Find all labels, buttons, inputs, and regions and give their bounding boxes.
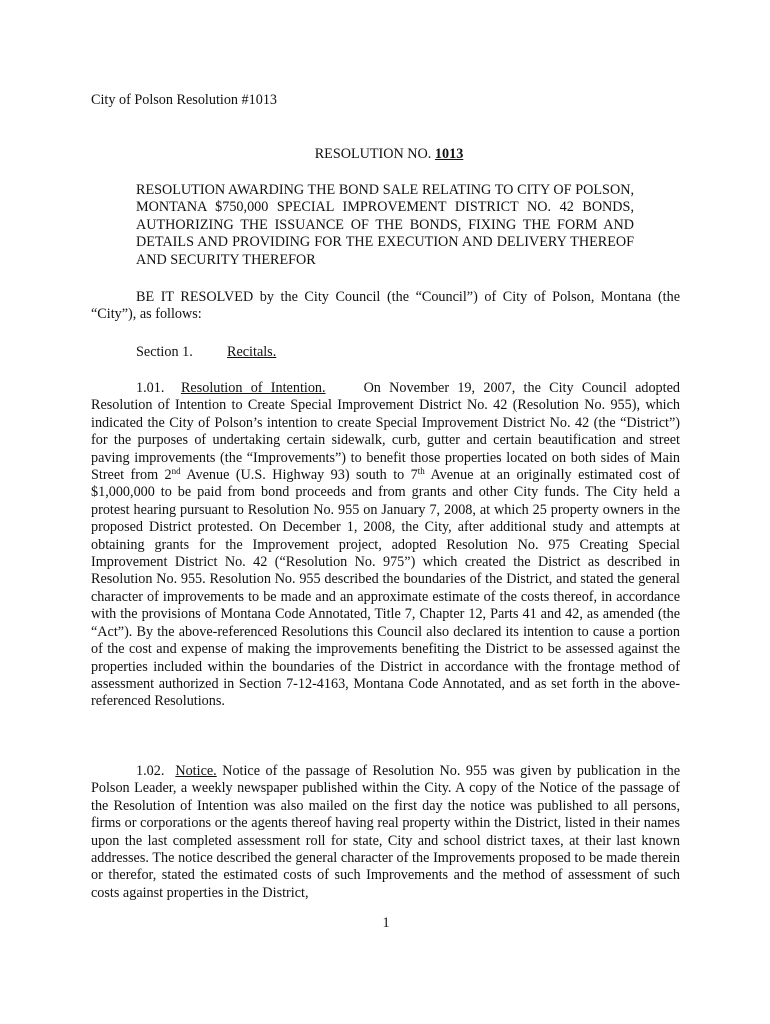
paragraph-1-01-text-a: On November 19, 2007, the City Council adopted Resolution of Intention to Create Special Improvement District No. 42 (Resolution No. 955), which indicated the City of Polson’s intention to create Special Improvement District No. 42 (the “District”) for the purposes of undertaking certain sidewalk, curb, gutter and certain beautification and street paving improvements (the “Improvements”) to benefit those properties located on both sides of Main Street from 2 <box>91 380 680 484</box>
paragraph-1-02-heading: Notice. <box>175 763 217 779</box>
paragraph-1-01-number: 1.01. <box>136 380 165 396</box>
paragraph-1-02 <box>91 763 680 902</box>
paragraph-1-01 <box>91 380 680 711</box>
paragraph-1-02-text: Notice of the passage of Resolution No. 955 was given by publication in the Polson Leader, a weekly newspaper published within the City. A copy of the Notice of the passage of the Resolution of Intention was also mailed on the first day the notice was published to all persons, firms or corporations or the agents thereof having real property within the District, listed in their names upon the last completed assessment roll for state, City and school district taxes, at their last known addresses. The notice described the general character of the Improvements proposed to be made therein or therefor, stated the estimated costs of such Improvements and the method of assessment of such costs against properties in the District, <box>91 763 680 901</box>
section-title: Recitals. <box>227 344 277 360</box>
resolution-title: RESOLUTION AWARDING THE BOND SALE RELATING TO CITY OF POLSON, MONTANA $750,000 SPECIAL IMPROVEMENT DISTRICT NO. 42 BONDS, AUTHORIZING THE ISSUANCE OF THE BONDS, FIXING THE FORM AND DETAILS AND PROVIDING FOR THE EXECUTION AND DELIVERY THEREOF AND SECURITY THEREFOR <box>136 182 634 268</box>
document-header: City of Polson Resolution #1013 <box>91 92 278 108</box>
paragraph-1-02-number: 1.02. <box>136 763 165 779</box>
intro-paragraph: BE IT RESOLVED by the City Council (the “Council”) of City of Polson, Montana (the “City”), as follows: <box>91 289 680 323</box>
page-number: 1 <box>382 915 390 931</box>
paragraph-1-01-text-c: Avenue at an originally estimated cost of $1,000,000 to be paid from bond proceeds and from grants and other City funds. The City held a protest hearing pursuant to Resolution No. 955 on January 7, 2008, at which 25 property owners in the proposed District protested. On December 1, 2008, the City, after additional study and attempts at obtaining grants for the Improvement project, adopted Resolution No. 975 Creating Special Improvement District No. 42 (“Resolution No. 975”) which created the District as described in Resolution No. 955. Resolution No. 955 described the boundaries of the District, and stated the general character of improvements to be made and an approximate estimate of the costs thereof, in accordance with the provisions of Montana Code Annotated, Title 7, Chapter 12, Parts 41 and 42, as amended (the “Act”). By the above-referenced Resolutions this Council also declared its intention to cause a portion of the cost and expense of making the improvements benefiting the District to be assessed against the properties included within the boundaries of the District in accordance with the frontage method of assessment authorized in Section 7-12-4163, Montana Code Annotated, and as set forth in the above-referenced Resolutions. <box>91 467 680 710</box>
resolution-heading <box>0 146 770 163</box>
paragraph-1-01-text-b: Avenue (U.S. Highway 93) south to 7 <box>180 467 418 484</box>
resolution-number: 1013 <box>434 146 464 162</box>
paragraph-1-01-heading: Resolution of Intention. <box>180 380 326 396</box>
section-label: Section 1. <box>136 344 193 360</box>
superscript-th: th <box>417 466 425 477</box>
section-heading <box>136 344 276 361</box>
resolution-label: RESOLUTION NO. <box>314 146 432 162</box>
superscript-nd: nd <box>171 466 181 477</box>
